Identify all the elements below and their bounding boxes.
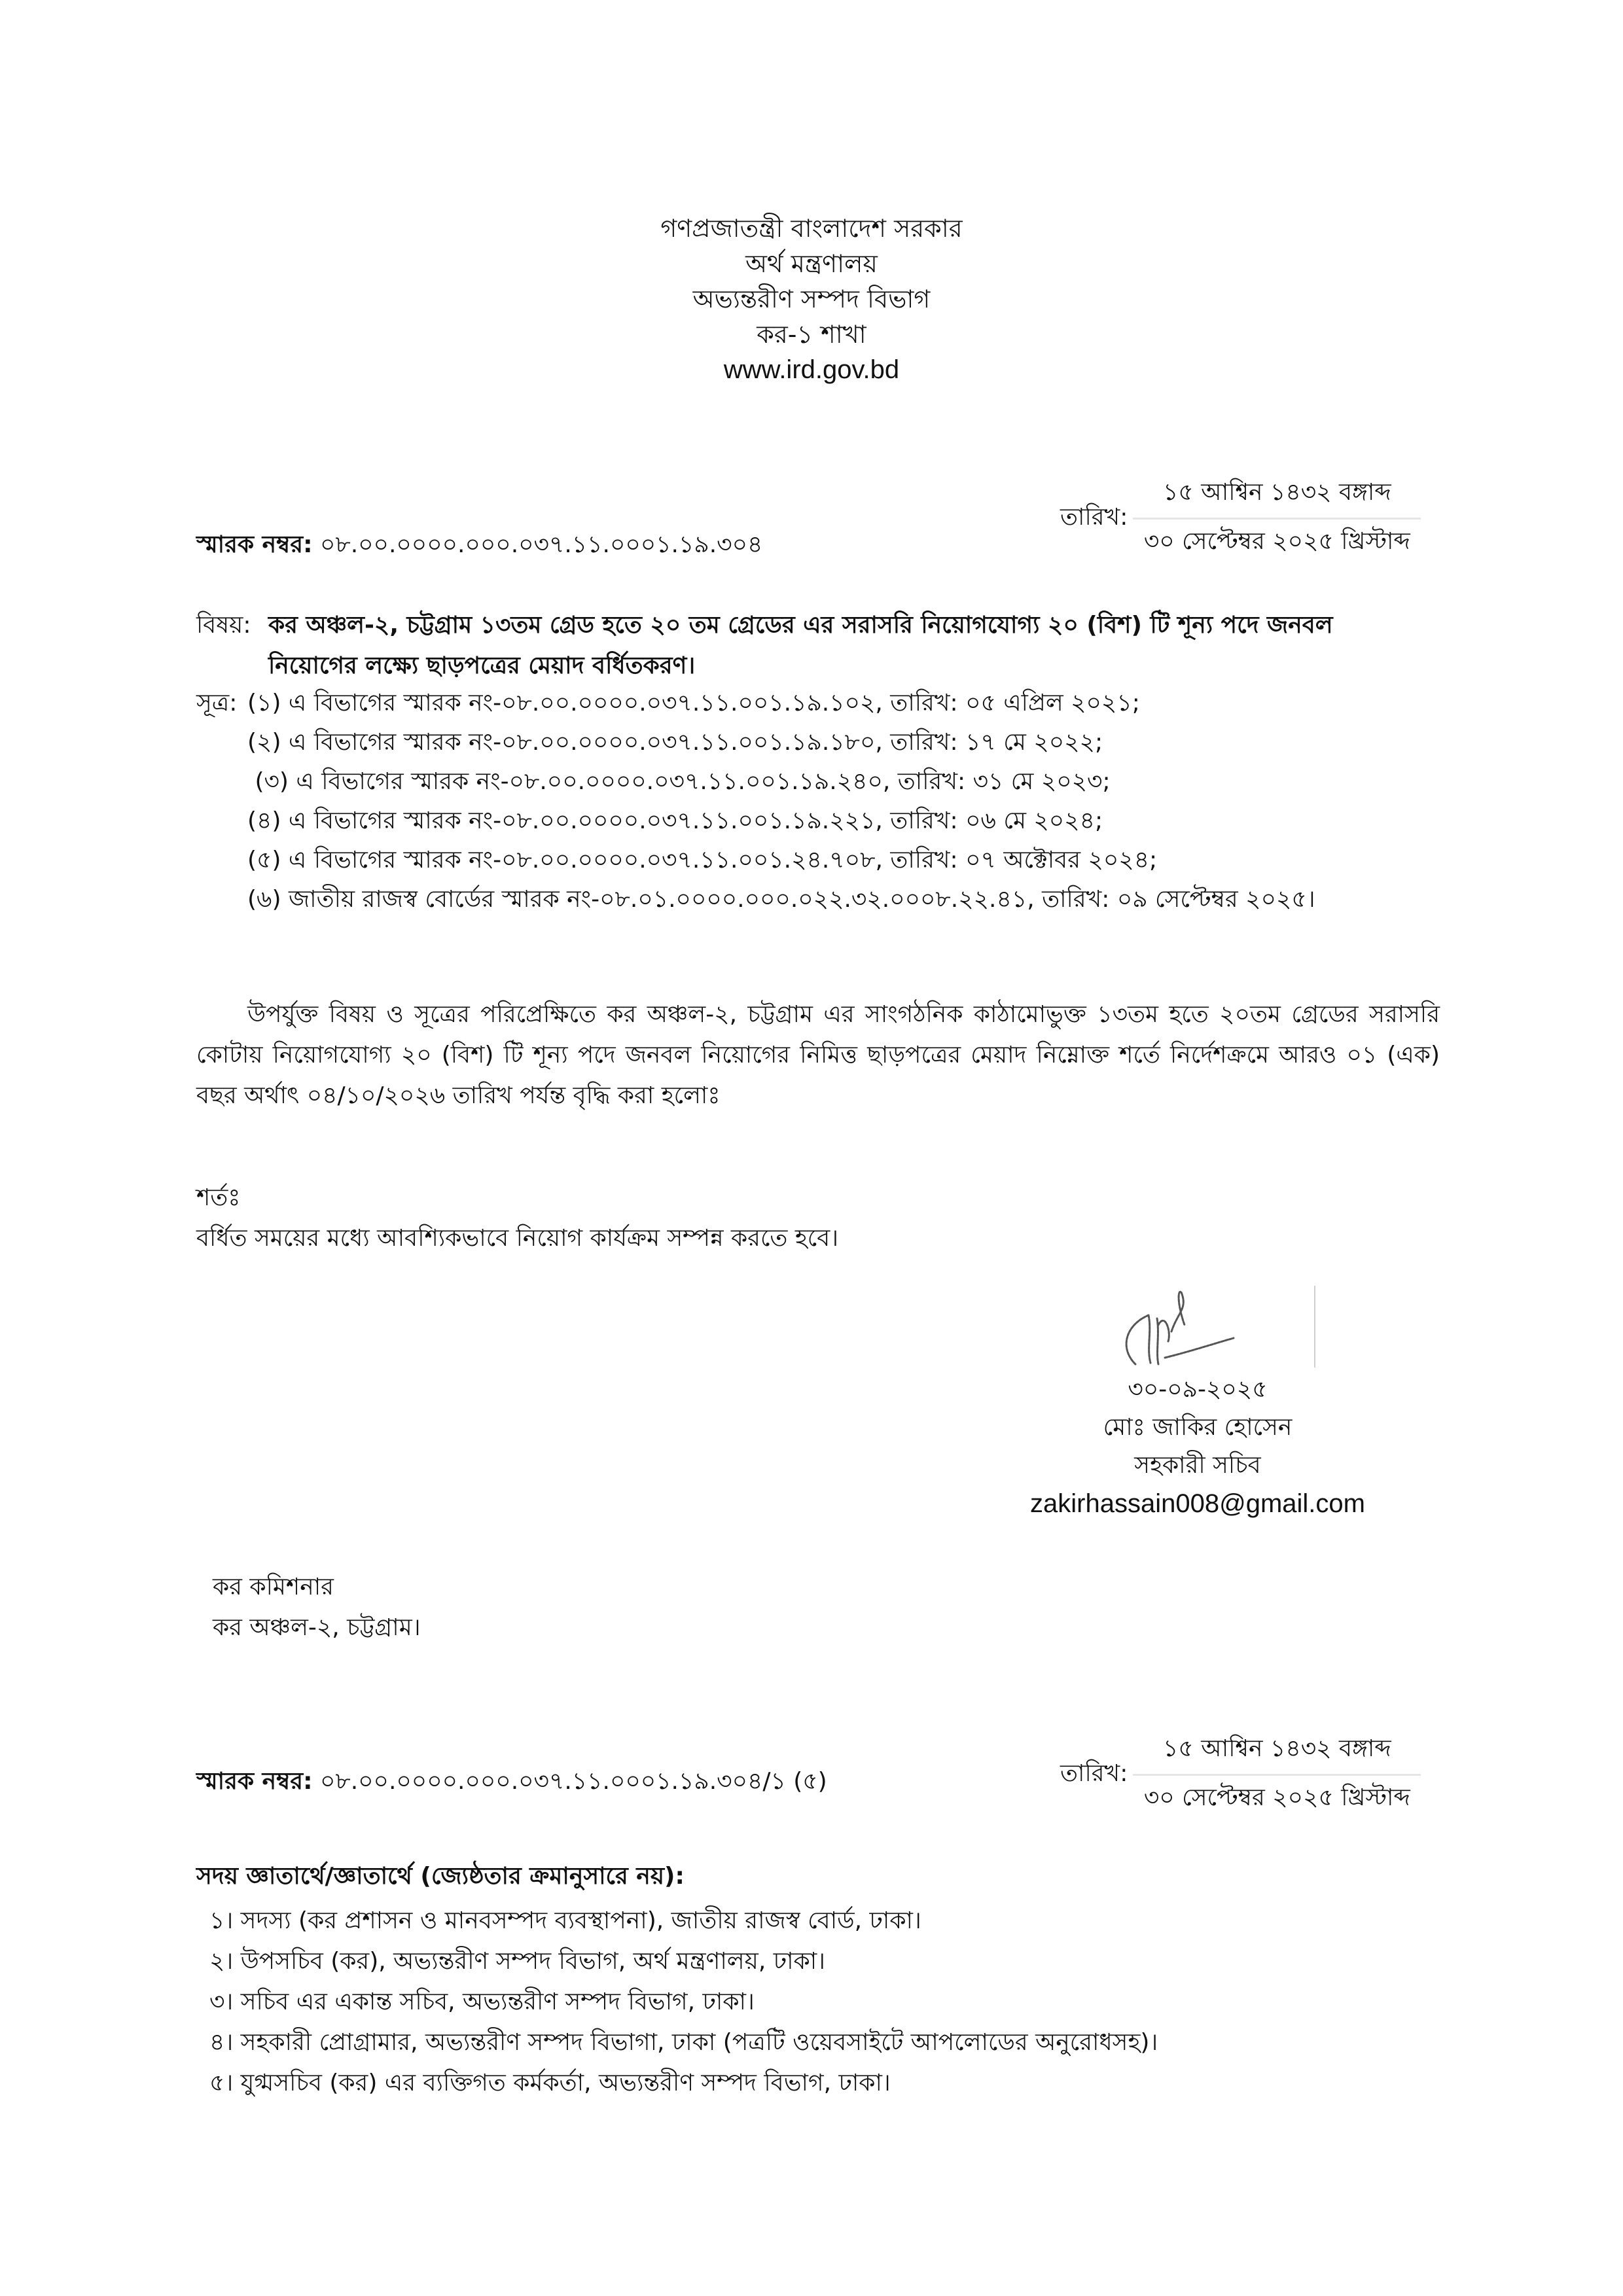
memo-number-label: স্মারক নম্বর: (196, 1768, 313, 1795)
government-name: গণপ্রজাতন্ত্রী বাংলাদেশ সরকার (660, 214, 963, 243)
signature-image (1067, 1286, 1315, 1371)
ministry-name: অর্থ মন্ত্রণালয় (745, 249, 878, 278)
division-name: অভ্যন্তরীণ সম্পদ বিভাগ (692, 285, 931, 313)
date-label: তারিখ: (1060, 503, 1128, 531)
distribution-item: ২। উপসচিব (কর), অভ্যন্তরীণ সম্পদ বিভাগ, অর্থ মন্ত্রণালয়, ঢাকা। (209, 1948, 826, 1975)
references (196, 684, 1315, 919)
date-gregorian: ৩০ সেপ্টেম্বর ২০২৫ খ্রিস্টাব্দ (1143, 528, 1410, 555)
letterhead (0, 211, 1623, 387)
conditions (196, 1178, 838, 1259)
recipient-title: কর কমিশনার (213, 1574, 334, 1600)
date-bangla: ১৫ আশ্বিন ১৪৩২ বঙ্গাব্দ (1163, 1735, 1391, 1762)
website-link[interactable]: www.ird.gov.bd (723, 355, 900, 384)
reference-item: (৬) জাতীয় রাজস্ব বোর্ডের স্মারক নং-০৮.০১.০০০০.০০০.০২২.৩২.০০০৮.২২.৪১, তারিখ: ০৯ সেপ্টেম্বর ২০২৫। (247, 886, 1315, 913)
recipient-office: কর অঞ্চল-২, চট্টগ্রাম। (213, 1614, 421, 1641)
signature-block (1001, 1286, 1394, 1523)
reference-item: (৪) এ বিভাগের স্মারক নং-০৮.০০.০০০০.০৩৭.১১.০০১.১৯.২২১, তারিখ: ০৬ মে ২০২৪; (247, 807, 1103, 834)
reference-item: (১) এ বিভাগের স্মারক নং-০৮.০০.০০০০.০৩৭.১১.০০১.১৯.১০২, তারিখ: ০৫ এপ্রিল ২০২১; (247, 690, 1140, 716)
date-bangla: ১৫ আশ্বিন ১৪৩২ বঙ্গাব্দ (1163, 479, 1391, 506)
subject-line-2: নিয়োগের লক্ষ্যে ছাড়পত্রের মেয়াদ বর্ধিতকরণ। (268, 652, 696, 679)
subject-line-1: কর অঞ্চল-২, চট্টগ্রাম ১৩তম গ্রেড হতে ২০ তম গ্রেডের এর সরাসরি নিয়োগযোগ্য ২০ (বিশ) টি শূন্য পদে জনবল (268, 612, 1333, 639)
signatory-name: মোঃ জাকির হোসেন (1103, 1414, 1293, 1441)
memo-number-line-copy (196, 1763, 827, 1803)
reference-item: (৩) এ বিভাগের স্মারক নং-০৮.০০.০০০০.০৩৭.১১.০০১.১৯.২৪০, তারিখ: ৩১ মে ২০২৩; (247, 768, 1111, 795)
date-gregorian: ৩০ সেপ্টেম্বর ২০২৫ খ্রিস্টাব্দ (1143, 1784, 1410, 1811)
memo-number-label: স্মারক নম্বর: (196, 531, 313, 558)
reference-item: (৫) এ বিভাগের স্মারক নং-০৮.০০.০০০০.০৩৭.১১.০০১.২৪.৭০৮, তারিখ: ০৭ অক্টোবর ২০২৪; (247, 847, 1158, 874)
recipient (213, 1567, 421, 1648)
distribution-item: ১। সদস্য (কর প্রশাসন ও মানবসম্পদ ব্যবস্থাপনা), জাতীয় রাজস্ব বোর্ড, ঢাকা। (209, 1907, 921, 1934)
distribution-item: ৪। সহকারী প্রোগ্রামার, অভ্যন্তরীণ সম্পদ বিভাগা, ঢাকা (পত্রটি ওয়েবসাইটে আপলোডের অনুরোধসহ)। (209, 2029, 1158, 2056)
signature-date: ৩০-০৯-২০২৫ (1128, 1376, 1268, 1403)
signatory-email[interactable]: zakirhassain008@gmail.com (1030, 1489, 1365, 1518)
distribution-list (196, 1901, 1158, 2104)
distribution-item: ৩। সচিব এর একান্ত সচিব, অভ্যন্তরীণ সম্পদ বিভাগ, ঢাকা। (209, 1988, 755, 2015)
date-block-copy (1060, 1731, 1421, 1819)
subject-label: বিষয়: (196, 612, 251, 639)
memo-number-line (196, 527, 762, 566)
conditions-label: শর্তঃ (196, 1184, 241, 1211)
date-label: তারিখ: (1060, 1759, 1128, 1787)
distribution-title: সদয় জ্ঞাতার্থে/জ্ঞাতার্থে (জ্যেষ্ঠতার ক্রমানুসারে নয়): (196, 1863, 685, 1890)
branch-name: কর-১ শাখা (757, 320, 866, 349)
body-paragraph: উপর্যুক্ত বিষয় ও সূত্রের পরিপ্রেক্ষিতে কর অঞ্চল-২, চট্টগ্রাম এর সাংগঠনিক কাঠামোভুক্ত ১৩তম হতে ২০তম গ্রেডের সরাসরি কোটায় নিয়োগযোগ্য ২০ (বিশ) টি শূন্য পদে জনবল নিয়োগের নিমিত্ত ছাড়পত্রের মেয়াদ নিম্নোক্ত শর্তে নির্দেশক্রমে আরও ০১ (এক) বছর অর্থাৎ ০৪/১০/২০২৬ তারিখ পর্যন্ত বৃদ্ধি করা হলোঃ (196, 1001, 1440, 1109)
conditions-text: বর্ধিত সময়ের মধ্যে আবশ্যিকভাবে নিয়োগ কার্যক্রম সম্পন্ন করতে হবে। (196, 1225, 839, 1252)
references-label: সূত্র: (196, 690, 238, 716)
subject (196, 605, 1440, 686)
reference-item: (২) এ বিভাগের স্মারক নং-০৮.০০.০০০০.০৩৭.১১.০০১.১৯.১৮০, তারিখ: ১৭ মে ২০২২; (247, 729, 1103, 756)
memo-number: ০৮.০০.০০০০.০০০.০৩৭.১১.০০০১.১৯.৩০৪ (319, 531, 763, 558)
date-block (1060, 474, 1421, 563)
signatory-designation: সহকারী সচিব (1134, 1452, 1261, 1479)
distribution-item: ৫। যুগ্মসচিব (কর) এর ব্যক্তিগত কর্মকর্তা, অভ্যন্তরীণ সম্পদ বিভাগ, ঢাকা। (209, 2070, 891, 2096)
handwritten-signature-icon (1073, 1286, 1309, 1371)
memo-number: ০৮.০০.০০০০.০০০.০৩৭.১১.০০০১.১৯.৩০৪/১ (৫) (319, 1768, 827, 1795)
